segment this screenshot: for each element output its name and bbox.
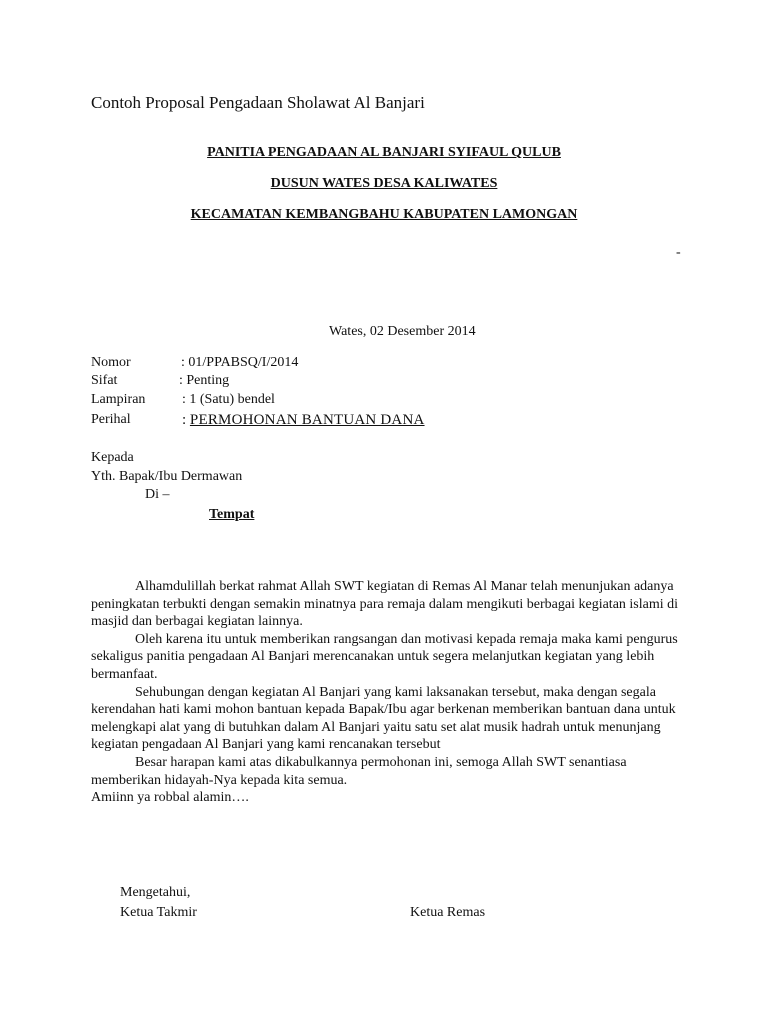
meta-label-perihal: Perihal bbox=[91, 412, 131, 427]
signature-right-title: Ketua Remas bbox=[410, 905, 486, 920]
body-paragraph-2: Oleh karena itu untuk memberikan rangsangan dan motivasi kepada remaja maka kami pengurus sekaligus panitia pengadaan Al Banjari merencanakan untuk segera melanjutkan kegiatan yang lebih bermanfaat. bbox=[91, 631, 678, 682]
meta-label-sifat: Sifat bbox=[91, 373, 118, 388]
meta-value-lampiran: : 1 (Satu) bendel bbox=[182, 392, 275, 407]
meta-label-nomor: Nomor bbox=[91, 355, 131, 370]
signature-mengetahui: Mengetahui, bbox=[120, 885, 191, 900]
body-paragraph-1: Alhamdulillah berkat rahmat Allah SWT kegiatan di Remas Al Manar telah menunjukan adanya peningkatan terbukti dengan semakin minatnya para remaja dalam mengikuti berbagai kegiatan islami di masjid dan berbagai kegiatan lainnya. bbox=[91, 579, 679, 630]
date-line: Wates, 02 Desember 2014 bbox=[329, 324, 476, 339]
address-recipient: Yth. Bapak/Ibu Dermawan bbox=[91, 469, 243, 484]
perihal-separator: : bbox=[182, 412, 190, 428]
perihal-subject: PERMOHONAN BANTUAN DANA bbox=[189, 412, 425, 428]
body-paragraph-3: Sehubungan dengan kegiatan Al Banjari yang kami laksanakan tersebut, maka dengan segala kerendahan hati kami mohon bantuan kepada Bapak/Ibu agar berkenan memberikan bantuan dana untuk melengkapi alat yang di butuhkan dalam Al Banjari yaitu satu set alat musik hadrah untuk menunjang kegiatan pengadaan Al Banjari yang kami rencanakan tersebut bbox=[91, 684, 676, 753]
closing-line: Amiinn ya robbal alamin…. bbox=[91, 790, 249, 806]
letter-body bbox=[91, 578, 681, 807]
meta-label-lampiran: Lampiran bbox=[91, 392, 146, 407]
meta-value-sifat: : Penting bbox=[179, 373, 230, 388]
letterhead-line-3: KECAMATAN KEMBANGBAHU KABUPATEN LAMONGAN bbox=[190, 207, 578, 222]
meta-value-nomor: : 01/PPABSQ/I/2014 bbox=[181, 355, 299, 370]
letterhead-line-1: PANITIA PENGADAAN AL BANJARI SYIFAUL QULUB bbox=[207, 145, 561, 160]
letterhead-line-2: DUSUN WATES DESA KALIWATES bbox=[270, 176, 498, 191]
body-paragraph-4: Besar harapan kami atas dikabulkannya permohonan ini, semoga Allah SWT senantiasa memberikan hidayah-Nya kepada kita semua. bbox=[91, 754, 627, 788]
meta-value-perihal bbox=[182, 412, 425, 429]
address-di: Di – bbox=[145, 487, 170, 502]
document-title: Contoh Proposal Pengadaan Sholawat Al Banjari bbox=[91, 93, 425, 112]
address-kepada: Kepada bbox=[91, 450, 134, 465]
stray-dash: - bbox=[676, 245, 681, 260]
address-tempat: Tempat bbox=[209, 507, 255, 522]
signature-left-title: Ketua Takmir bbox=[120, 905, 197, 920]
